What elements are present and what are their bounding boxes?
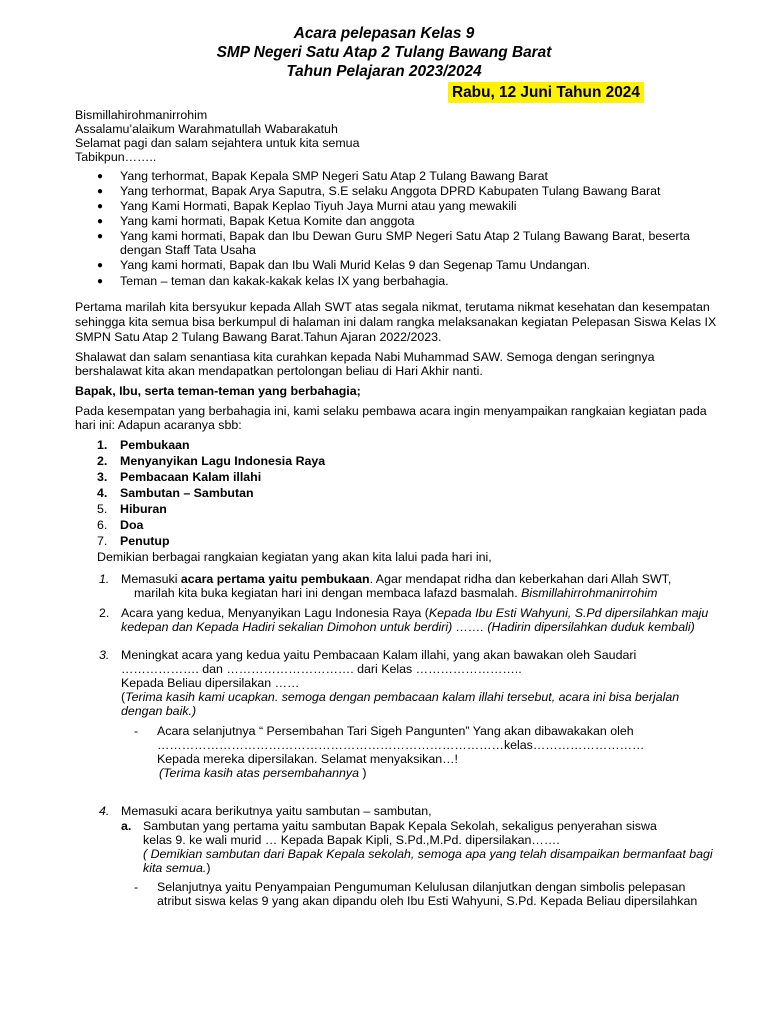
item-number: 1. <box>99 572 110 586</box>
item4a-line4 <box>143 861 211 877</box>
paragraph-line: Shalawat dan salam senantiasa kita curahkan kepada Nabi Muhammad SAW. Semoga dengan seringnya <box>75 350 655 364</box>
item1-bold: acara pertama yaitu pembukaan <box>180 572 370 586</box>
section-heading: Bapak, Ibu, serta teman-teman yang berbahagia; <box>75 384 361 398</box>
paragraph-line: hari ini: Adapun acaranya sbb: <box>75 418 242 432</box>
item1-text-end: . Agar mendapat ridha dan keberkahan dari Allah SWT, <box>369 572 672 586</box>
opening-line: Tabikpun…….. <box>75 150 157 164</box>
item3-line4 <box>121 690 679 706</box>
agenda-number: 4. <box>97 486 108 500</box>
agenda-item: Pembukaan <box>120 438 190 452</box>
agenda-number: 5. <box>97 502 108 516</box>
paragraph-line: SMPN Satu Atap 2 Tulang Bawang Barat.Tahun Ajaran 2022/2023. <box>75 330 442 344</box>
item3-paren: ( <box>121 690 126 704</box>
dash-marker: - <box>134 880 139 894</box>
item1-line2 <box>134 586 657 602</box>
agenda-number: 1. <box>97 438 108 452</box>
agenda-number: 6. <box>97 518 108 532</box>
opening-line: Selamat pagi dan salam sejahtera untuk kita semua <box>75 136 360 150</box>
item4a-line2: kelas 9. ke wali murid … Kepada Bapak Kipli, S.Pd.,M.Pd. dipersilakan……. <box>143 833 560 847</box>
bullet-icon: ● <box>97 231 104 242</box>
performance-line2: …………………………………………………………………………kelas……………………… <box>157 738 645 752</box>
event-date: Rabu, 12 Juni Tahun 2024 <box>448 82 644 103</box>
item4-dash-line1: Selanjutnya yaitu Penyampaian Pengumuman Kelulusan dilanjutkan dengan simbolis pelepasan <box>157 880 686 894</box>
item2-text: Acara yang kedua, Menyanyikan Lagu Indonesia Raya ( <box>121 606 429 620</box>
item3-italic: Terima kasih kami ucapkan. semoga dengan pembacaan kalam illahi tersebut, acara ini bisa berjalan <box>125 690 680 704</box>
opening-line: Assalamu’alaikum Warahmatullah Wabarakatuh <box>75 122 338 136</box>
bullet-icon: ● <box>97 216 104 227</box>
item3-line3: Kepada Beliau dipersilakan …… <box>121 676 300 690</box>
agenda-number: 3. <box>97 470 108 484</box>
item3-line2: ………………. dan …………………………. dari Kelas …………………….. <box>121 662 522 676</box>
item4-dash-line2: atribut siswa kelas 9 yang akan dipandu oleh Ibu Esti Wahyuni, S.Pd. Kepada Beliau dipersilahkan <box>157 894 698 908</box>
title-year: Tahun Pelajaran 2023/2024 <box>286 63 482 80</box>
list-item: Yang terhormat, Bapak Arya Saputra, S.E selaku Anggota DPRD Kabupaten Tulang Bawang Barat <box>120 184 661 198</box>
performance-thanks: (Terima kasih atas persembahannya <box>159 766 359 780</box>
item1-basmalah: Bismillahirrohmanirrohim <box>521 586 658 600</box>
paragraph-line: bershalawat kita akan mendapatkan pertolongan beliau di Hari Akhir nanti. <box>75 364 483 378</box>
list-item: Yang terhormat, Bapak Kepala SMP Negeri Satu Atap 2 Tulang Bawang Barat <box>120 169 548 183</box>
agenda-item: Penutup <box>120 534 170 548</box>
item-number: 2. <box>99 606 110 620</box>
paragraph-line: sehingga kita semua bisa berkumpul di halaman ini dalam rangka melaksanakan kegiatan Pelepasan Siswa Kelas IX <box>75 315 717 329</box>
bullet-icon: ● <box>97 260 104 271</box>
item4a-paren: ) <box>206 861 211 875</box>
bullet-icon: ● <box>97 171 104 182</box>
sub-item-letter: a. <box>121 819 132 833</box>
list-item: Yang kami hormati, Bapak dan Ibu Wali Murid Kelas 9 dan Segenap Tamu Undangan. <box>120 258 591 272</box>
agenda-item: Sambutan – Sambutan <box>120 486 254 500</box>
agenda-number: 7. <box>97 534 108 548</box>
agenda-number: 2. <box>97 454 108 468</box>
opening-line: Bismillahirohmanirrohim <box>75 108 208 122</box>
item4-line1: Memasuki acara berikutnya yaitu sambutan – sambutan, <box>121 804 432 818</box>
agenda-item: Doa <box>120 518 144 532</box>
bullet-icon: ● <box>97 276 104 287</box>
item2-italic: Kepada Ibu Esti Wahyuni, S.Pd dipersilahkan maju <box>428 606 709 620</box>
agenda-item: Hiburan <box>120 502 167 516</box>
bullet-icon: ● <box>97 186 104 197</box>
dash-marker: - <box>134 724 139 738</box>
item3-line1: Meningkat acara yang kedua yaitu Pembacaan Kalam illahi, yang akan bawakan oleh Saudari <box>121 648 637 662</box>
paragraph-line: Pada kesempatan yang berbahagia ini, kami selaku pembawa acara ingin menyampaikan rangkaian kegiatan pada <box>75 404 707 418</box>
agenda-closing: Demikian berbagai rangkaian kegiatan yang akan kita lalui pada hari ini, <box>97 550 492 564</box>
list-item: Yang kami hormati, Bapak Ketua Komite dan anggota <box>120 214 415 228</box>
item4a-line1: Sambutan yang pertama yaitu sambutan Bapak Kepala Sekolah, sekaligus penyerahan siswa <box>143 819 657 833</box>
agenda-item: Menyanyikan Lagu Indonesia Raya <box>120 454 326 468</box>
item-number: 3. <box>99 648 110 662</box>
bullet-icon: ● <box>97 201 104 212</box>
item1-text: Memasuki <box>121 572 181 586</box>
paragraph-line: Pertama marilah kita bersyukur kepada Allah SWT atas segala nikmat, terutama nikmat kesehatan dan kesempatan <box>75 300 710 314</box>
performance-paren: ) <box>358 766 367 780</box>
list-item: Teman – teman dan kakak-kakak kelas IX yang berbahagia. <box>120 274 449 288</box>
performance-line1: Acara selanjutnya “ Persembahan Tari Sigeh Pangunten” Yang akan dibawakakan oleh <box>157 724 634 738</box>
item3-line5: dengan baik.) <box>121 704 197 718</box>
item-number: 4. <box>99 804 110 818</box>
list-item: Yang Kami Hormati, Bapak Keplao Tiyuh Jaya Murni atau yang mewakili <box>120 199 517 213</box>
item2-line2: kedepan dan Kepada Hadiri sekalian Dimohon untuk berdiri) ……. (Hadirin dipersilahkan duduk kembali) <box>121 620 695 634</box>
performance-line4 <box>159 766 367 782</box>
performance-line3: Kepada mereka dipersilakan. Selamat menyaksikan…! <box>157 752 458 766</box>
list-item-continuation: dengan Staff Tata Usaha <box>120 243 256 257</box>
list-item: Yang kami hormati, Bapak dan Ibu Dewan Guru SMP Negeri Satu Atap 2 Tulang Bawang Barat, beserta <box>120 229 690 243</box>
agenda-item: Pembacaan Kalam illahi <box>120 470 262 484</box>
title-school: SMP Negeri Satu Atap 2 Tulang Bawang Barat <box>216 44 552 61</box>
title-event: Acara pelepasan Kelas 9 <box>293 25 475 42</box>
item4a-italic: kita semua. <box>143 861 207 875</box>
item4a-line3: ( Demikian sambutan dari Bapak Kepala sekolah, semoga apa yang telah disampaikan bermanfaat bagi <box>143 847 713 861</box>
item1-line2-text: marilah kita buka kegiatan hari ini dengan membaca lafazd basmalah. <box>134 586 522 600</box>
